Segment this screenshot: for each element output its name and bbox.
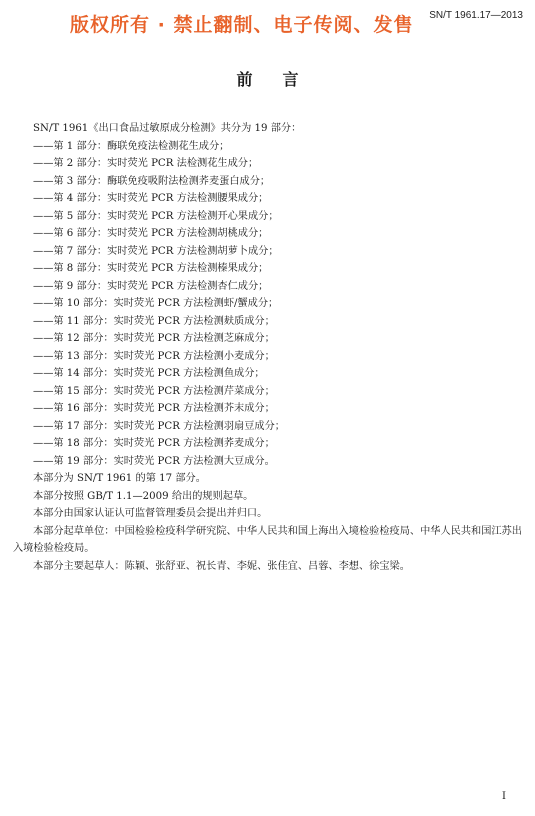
body-paragraph: 本部分按照 GB/T 1.1—2009 给出的规则起草。 [33,490,254,502]
body-text [13,120,523,575]
part-item: ——第 9 部分：实时荧光 PCR 方法检测杏仁成分； [33,280,269,292]
part-item: ——第 14 部分：实时荧光 PCR 方法检测鱼成分； [33,368,265,379]
part-item: ——第 4 部分：实时荧光 PCR 方法检测腰果成分； [33,193,269,204]
part-item: ——第 5 部分：实时荧光 PCR 方法检测开心果成分； [33,210,279,222]
part-item: ——第 3 部分：酶联免疫吸附法检测荞麦蛋白成分； [33,175,271,187]
part-item: ——第 1 部分：酶联免疫法检测花生成分； [33,140,230,152]
part-item: ——第 16 部分：实时荧光 PCR 方法检测芥末成分； [33,403,275,414]
part-item: ——第 15 部分：实时荧光 PCR 方法检测芹菜成分； [33,385,275,397]
part-item: ——第 6 部分：实时荧光 PCR 方法检测胡桃成分； [33,228,269,239]
part-item: ——第 10 部分：实时荧光 PCR 方法检测虾/蟹成分； [33,298,279,309]
watermark-text: 版权所有 · 禁止翻制、电子传阅、发售 [70,14,414,36]
part-item: ——第 11 部分：实时荧光 PCR 方法检测麸质成分； [33,315,275,327]
part-item: ——第 18 部分：实时荧光 PCR 方法检测荞麦成分； [33,438,275,449]
document-code: SN/T 1961.17—2013 [429,10,523,21]
part-item: ——第 19 部分：实时荧光 PCR 方法检测大豆成分。 [33,455,275,467]
body-paragraph: 本部分由国家认证认可监督管理委员会提出并归口。 [33,508,268,519]
page-heading: 前言 [236,70,329,89]
part-item: ——第 13 部分：实时荧光 PCR 方法检测小麦成分； [33,350,275,362]
drafters-paragraph: 本部分主要起草人：陈颖、张舒亚、祝长青、李妮、张佳宜、吕蓉、李想、徐宝梁。 [33,560,410,572]
page-number: I [502,791,506,802]
part-item: ——第 2 部分：实时荧光 PCR 法检测花生成分； [33,158,259,169]
body-paragraph: 本部分为 SN/T 1961 的第 17 部分。 [33,473,206,484]
part-item: ——第 17 部分：实时荧光 PCR 方法检测羽扇豆成分； [33,420,285,432]
intro-paragraph: SN/T 1961《出口食品过敏原成分检测》共分为 19 部分： [33,123,302,134]
drafting-units-paragraph: 本部分起草单位：中国检验检疫科学研究院、中华人民共和国上海出入境检验检疫局、中华人民共和国江苏出入境检验检疫局。 [13,525,522,554]
part-item: ——第 8 部分：实时荧光 PCR 方法检测榛果成分； [33,263,269,274]
part-item: ——第 7 部分：实时荧光 PCR 方法检测胡萝卜成分； [33,245,279,257]
part-item: ——第 12 部分：实时荧光 PCR 方法检测芝麻成分； [33,333,275,344]
